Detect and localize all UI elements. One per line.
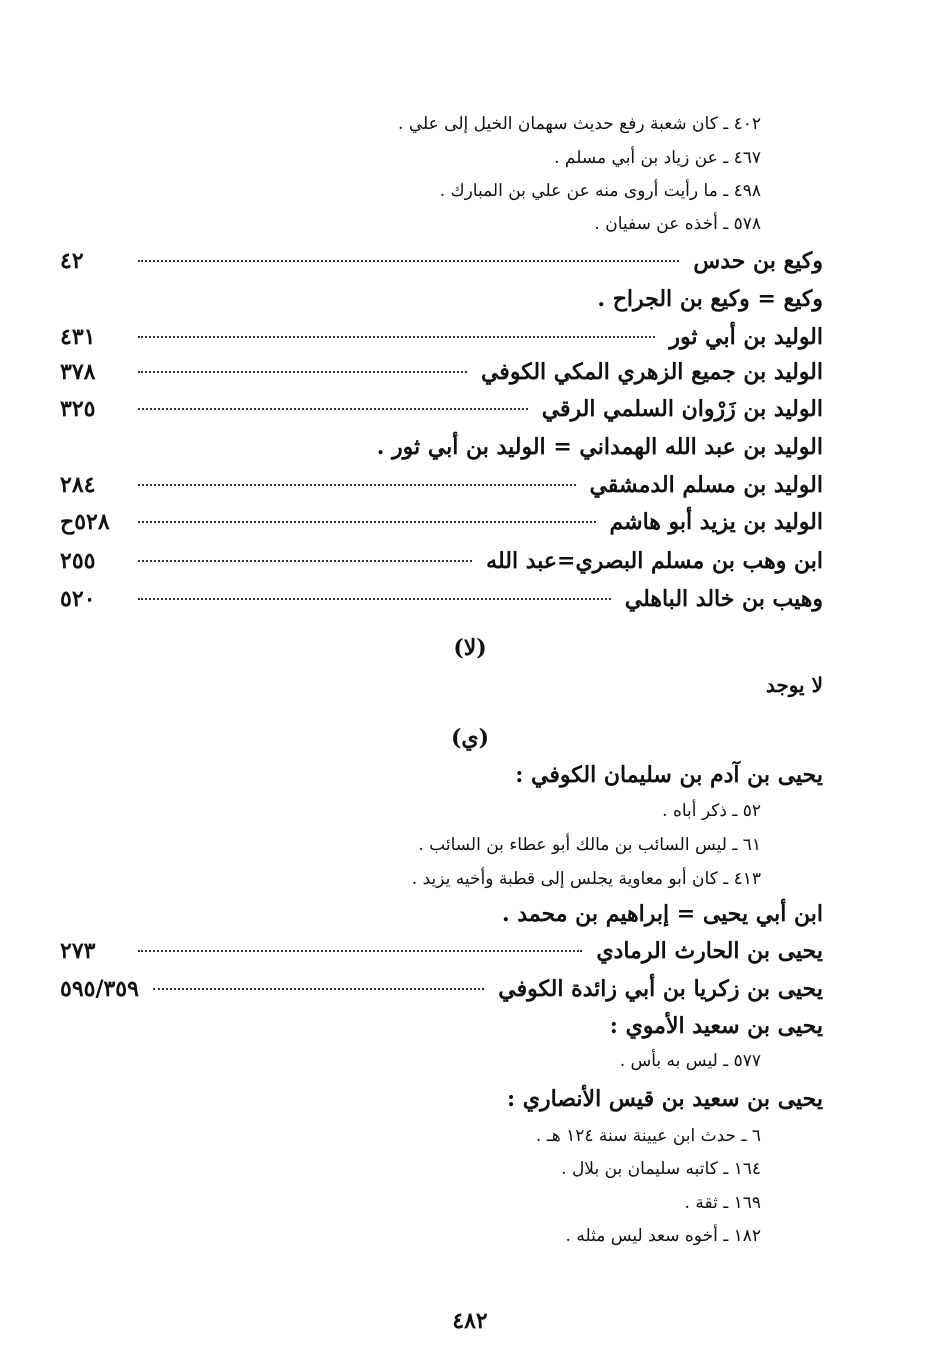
- sub-entry: ٦ ـ حدث ابن عيينة سنة ١٢٤ هـ .: [535, 1126, 761, 1146]
- sub-entry: ٦١ ـ ليس السائب بن مالك أبو عطاء بن السائب .: [418, 835, 761, 855]
- sub-entry: ١٨٢ ـ أخوه سعد ليس مثله .: [565, 1226, 761, 1246]
- entry-name: يحيى بن زكريا بن أبي زائدة الكوفي: [498, 976, 823, 1002]
- sub-entry: ٥٧٨ ـ أخذه عن سفيان .: [594, 214, 761, 234]
- sub-entry: ١٦٩ ـ ثقة .: [684, 1193, 761, 1213]
- entry-number: ٤٢: [60, 248, 84, 274]
- index-entry: [60, 932, 823, 970]
- entry-name: الوليد بن مسلم الدمشقي: [589, 472, 823, 498]
- index-entry: [60, 970, 823, 1008]
- section-note: لا يوجد: [765, 673, 823, 697]
- sub-entry: ٤٩٨ ـ ما رأيت أروى منه عن علي بن المبارك .: [439, 181, 761, 201]
- index-entry: [60, 428, 823, 466]
- leader-dots: [138, 408, 528, 410]
- sub-entry: ١٦٤ ـ كاتبه سليمان بن بلال .: [561, 1159, 761, 1179]
- entry-number: ٥٢٠: [60, 586, 96, 612]
- leader-dots: [138, 560, 472, 562]
- entry-number: ٥٢٨ح: [60, 509, 110, 535]
- leader-dots: [138, 484, 576, 486]
- index-entry: [60, 466, 823, 504]
- entry-name: الوليد بن أبي ثور: [669, 324, 823, 350]
- entry-number: ٢٨٤: [60, 472, 96, 498]
- entry-number: ٢٥٥: [60, 548, 96, 574]
- leader-dots: [138, 336, 655, 338]
- sub-entry: ٤١٣ ـ كان أبو معاوية يجلس إلى قطبة وأخيه يزيد .: [411, 869, 761, 889]
- index-entry: [60, 390, 823, 428]
- entry-name: وكيع بن حدس: [693, 248, 823, 274]
- entry-number: ٣٢٥: [60, 396, 96, 422]
- index-entry: [60, 895, 823, 933]
- entry-number: ٣٧٨: [60, 359, 96, 385]
- sub-entry: ٥٢ ـ ذكر أباه .: [662, 801, 761, 821]
- sub-entry: ٥٧٧ ـ ليس به بأس .: [619, 1051, 761, 1071]
- sub-entry: ٤٦٧ ـ عن زياد بن أبي مسلم .: [554, 148, 761, 168]
- entry-name: يحيى بن الحارث الرمادي: [596, 938, 823, 964]
- leader-dots: [138, 598, 611, 600]
- index-entry: [60, 503, 823, 541]
- section-heading: (لا): [453, 635, 487, 661]
- leader-dots: [138, 260, 679, 262]
- entry-name: وكيع = وكيع بن الجراح .: [597, 286, 823, 312]
- index-entry: [60, 542, 823, 580]
- index-entry: [60, 280, 823, 318]
- entry-name: الوليد بن جميع الزهري المكي الكوفي: [480, 359, 823, 385]
- entry-name: الوليد بن يزيد أبو هاشم: [609, 509, 823, 535]
- index-entry-heading: يحيى بن آدم بن سليمان الكوفي :: [515, 762, 823, 788]
- page-number: ٤٨٢: [452, 1308, 488, 1334]
- entry-name: ابن وهب بن مسلم البصري=عبد الله: [486, 548, 823, 574]
- entry-number: ٢٧٣: [60, 938, 96, 964]
- index-entry-heading: يحيى بن سعيد بن قيس الأنصاري :: [507, 1086, 823, 1112]
- leader-dots: [138, 950, 582, 952]
- entry-number: ٥٩٥/٣٥٩: [60, 976, 139, 1002]
- entry-number: ٤٣١: [60, 324, 96, 350]
- entry-name: الوليد بن عبد الله الهمداني = الوليد بن أبي ثور .: [376, 434, 823, 460]
- leader-dots: [138, 521, 596, 523]
- entry-name: ابن أبي يحيى = إبراهيم بن محمد .: [501, 901, 823, 927]
- index-entry: [60, 318, 823, 356]
- index-entry: [60, 580, 823, 618]
- index-entry: [60, 242, 823, 280]
- index-entry-heading: يحيى بن سعيد الأموي :: [609, 1013, 823, 1039]
- leader-dots: [138, 371, 467, 373]
- sub-entry: ٤٠٢ ـ كان شعبة رفع حديث سهمان الخيل إلى علي .: [398, 114, 761, 134]
- section-heading: (ي): [450, 725, 490, 751]
- entry-name: الوليد بن زَرْوان السلمي الرقي: [541, 396, 823, 422]
- index-entry: [60, 353, 823, 391]
- leader-dots: [153, 988, 484, 990]
- entry-name: وهيب بن خالد الباهلي: [624, 586, 823, 612]
